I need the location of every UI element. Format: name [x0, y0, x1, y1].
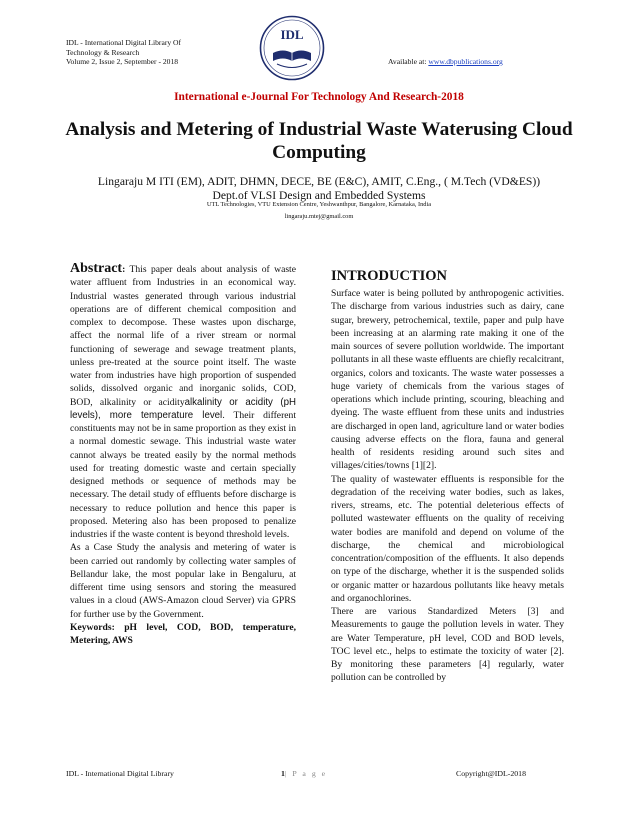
- abstract-text-b: alkalinity or acidity (pH levels), more temperature level.: [70, 396, 296, 421]
- journal-header-info: [66, 38, 181, 67]
- abstract-text-c: Their different constituents may not be in same proportion as they exist in a normal domestic sewage. This industrial waste water cannot always be treated easily by the normal methods used for treating domestic waste and certain specially designed methods or sequence of methods may be necessary. The detail study of effluents before discharge is necessary to reduce pollution and hence this paper is proposed. Metering also has been proposed to penalize industries if the waste content is beyond threshold levels.: [70, 409, 296, 540]
- introduction-column: [331, 267, 564, 685]
- journal-name: International e-Journal For Technology And Research-2018: [174, 91, 464, 103]
- page-word: | P a g e: [284, 769, 328, 778]
- abstract-paragraph: [70, 262, 296, 541]
- footer-copyright: Copyright@IDL-2018: [456, 769, 526, 778]
- abstract-text-a: This paper deals about analysis of waste water affluent from Industries in an economical way. Industrial wastes generated through various industrial operations are of different chemical composition and complex to decompose. These wastes upon discharge, affect the normal life of a river stream or normal functioning of sewerage and sewage treatment plants, unless pre-treated at the source point itself. The waste water from industries have high proportion of suspended solids, dissolved organic and inorganic solids, COD, BOD, alkalinity or acidity: [70, 264, 296, 408]
- header-line-1: IDL - International Digital Library Of: [66, 38, 182, 47]
- abstract-column: [70, 262, 296, 647]
- available-label: Available at:: [388, 57, 427, 66]
- author-line: Lingaraju M ITI (EM), ADIT, DHMN, DECE, BE (E&C), AMIT, C.Eng., ( M.Tech (VD&ES)): [97, 175, 541, 188]
- author-email[interactable]: lingaraju.mtej@gmail.com: [284, 213, 354, 220]
- page-number: 1: [281, 769, 285, 778]
- abstract-colon: :: [122, 264, 126, 275]
- svg-text:IDL: IDL: [280, 27, 304, 42]
- footer-left: IDL - International Digital Library: [66, 769, 174, 778]
- publication-link[interactable]: www.dbpublications.org: [428, 57, 503, 66]
- intro-paragraph-2: The quality of wastewater effluents is responsible for the degradation of the receiving water bodies, such as lakes, rivers, streams, etc. The potential deleterious effects of polluted wastewater effluents on the quality of receiving water bodies are manifold and depend on volume of the discharge, the chemical and microbiological concentration/composition of the effluents. It also depends on type of the discharge, whether it is the suspended solids or organic matter or hazardous pollutants like heavy metals and organochlorines.: [331, 473, 564, 604]
- affiliation-line: UTL Technologies, VTU Extension Centre, Yeshwanthpur, Bangalore, Karnataka, India: [206, 201, 432, 208]
- header-line-3: Volume 2, Issue 2, September - 2018: [66, 57, 179, 67]
- intro-paragraph-1: Surface water is being polluted by anthropogenic activities. The discharge from various industries such as dairy, cane sugar, brewery, petrochemical, textile, paper and pulp have been increasing at an alarming rate making it one of the main sources of severe pollution worldwide. The important pollutants in all these waste effluents are chiefly recalcitrant, organics, colors and toxicants. The waste water possesses a huge variety of chemicals from the various stages of operations which include printing, scouring, bleaching and dyeing. The waste effluent from these units and industries are discharged in open land, agriculture land or water bodies causing adverse effects on the flora, fauna and general health of residents residing around such sites and villages/cities/towns [1][2].: [331, 288, 564, 472]
- footer-page: [281, 769, 327, 778]
- keywords: Keywords: pH level, COD, BOD, temperature, Metering, AWS: [70, 621, 296, 646]
- availability-line: [388, 57, 503, 66]
- idl-logo: [259, 15, 325, 81]
- department-line: Dept.of VLSI Design and Embedded Systems: [212, 189, 426, 202]
- introduction-heading: INTRODUCTION: [331, 268, 448, 284]
- paper-title: Analysis and Metering of Industrial Waste Waterusing Cloud Computing: [65, 119, 573, 163]
- abstract-case-study: As a Case Study the analysis and metering of water is been carried out randomly by collecting water samples of Bellandur lake, the most popular lake in Bengaluru, at different time using sensors and storing the measured values in a cloud (AWS-Amazon cloud Server) via GPRS for further use by the Government.: [70, 542, 296, 620]
- header-line-2: Technology & Research: [66, 47, 140, 57]
- abstract-heading: Abstract: [70, 261, 123, 276]
- intro-paragraph-3: There are various Standardized Meters [3] and Measurements to gauge the pollution levels in water. They are Water Temperature, pH level, COD and BOD levels, TOC level etc., helps to estimate the toxicity of water [2]. By monitoring these parameters [4] regularly, water pollution can be controlled by: [331, 606, 564, 684]
